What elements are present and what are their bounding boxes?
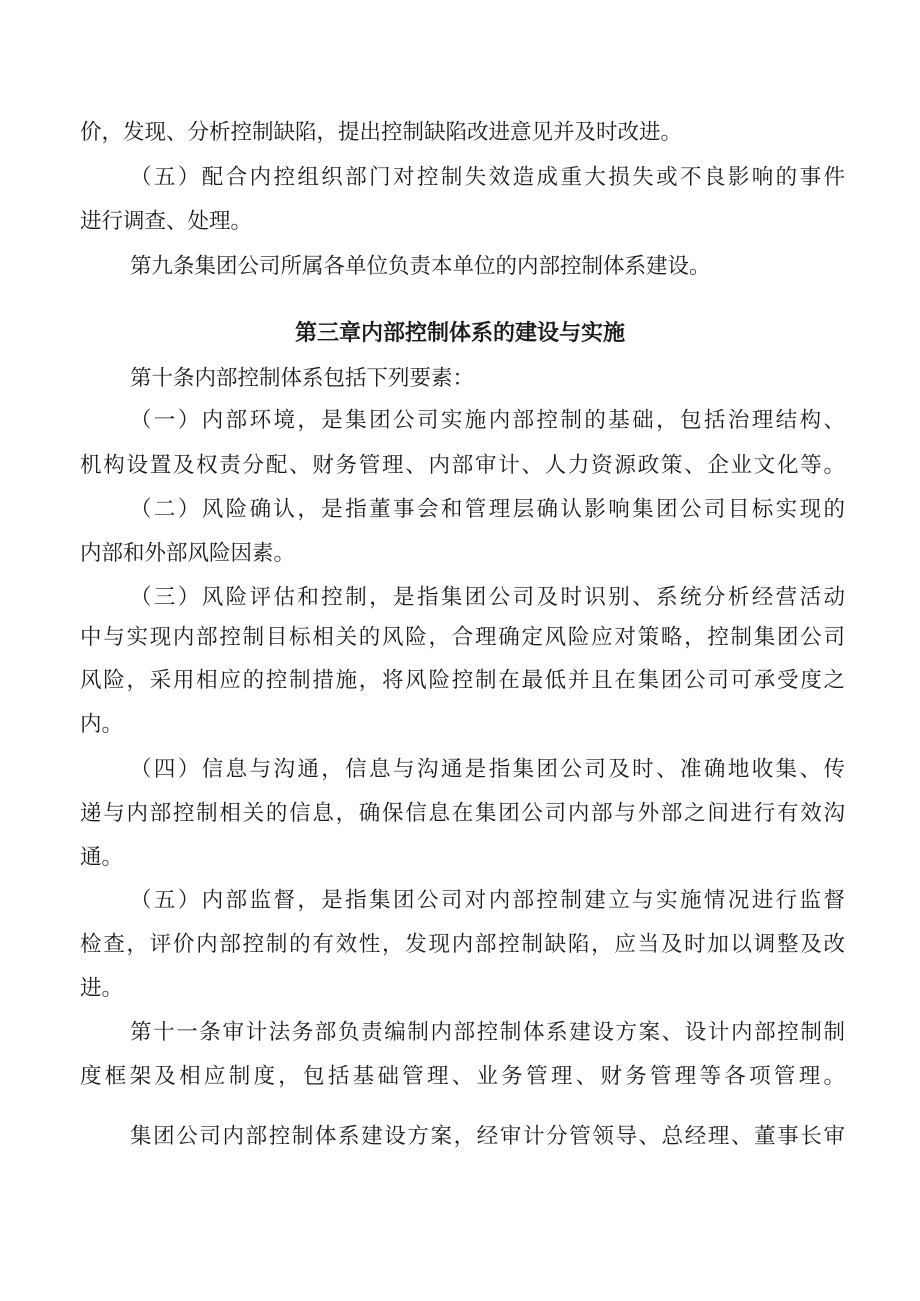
paragraph-line: （五）内部监督，是指集团公司对内部控制建立与实施情况进行监督 [130, 888, 845, 913]
paragraph-line: （二）风险确认，是指董事会和管理层确认影响集团公司目标实现的 [130, 497, 845, 522]
paragraph-line: 进行调查、处理。 [80, 209, 253, 234]
paragraph-line: 中与实现内部控制目标相关的风险，合理确定风险应对策略，控制集团公司 [80, 625, 845, 650]
paragraph-line: 递与内部控制相关的信息，确保信息在集团公司内部与外部之间进行有效沟 [80, 801, 845, 826]
paragraph-line: 第十条内部控制体系包括下列要素： [130, 366, 475, 391]
paragraph-line: 检查，评价内部控制的有效性，发现内部控制缺陷，应当及时加以调整及改 [80, 932, 845, 957]
paragraph-line: 风险，采用相应的控制措施，将风险控制在最低并且在集团公司可承受度之 [80, 668, 845, 693]
paragraph-line: 第十一条审计法务部负责编制内部控制体系建设方案、设计内部控制制 [130, 1020, 845, 1045]
paragraph-line: （四）信息与沟通，信息与沟通是指集团公司及时、准确地收集、传 [130, 757, 845, 782]
paragraph-line: 集团公司内部控制体系建设方案，经审计分管领导、总经理、董事长审 [130, 1124, 845, 1149]
paragraph-line: 价，发现、分析控制缺陷，提出控制缺陷改进意见并及时改进。 [80, 120, 683, 145]
chapter-heading: 第三章内部控制体系的建设与实施 [294, 321, 625, 346]
paragraph-line: 通。 [80, 845, 124, 870]
paragraph-line: 内部和外部风险因素。 [80, 541, 296, 566]
paragraph-line: 度框架及相应制度，包括基础管理、业务管理、财务管理等各项管理。 [80, 1064, 845, 1089]
paragraph-line: 机构设置及权责分配、财务管理、内部审计、人力资源政策、企业文化等。 [80, 453, 845, 478]
paragraph-line: 进。 [80, 976, 124, 1001]
paragraph-line: （三）风险评估和控制，是指集团公司及时识别、系统分析经营活动 [130, 585, 845, 610]
paragraph-line: 第九条集团公司所属各单位负责本单位的内部控制体系建设。 [130, 254, 711, 279]
paragraph-line: （一）内部环境，是集团公司实施内部控制的基础，包括治理结构、 [130, 408, 845, 433]
paragraph-line: （五）配合内控组织部门对控制失效造成重大损失或不良影响的事件 [130, 165, 845, 190]
paragraph-line: 内。 [80, 712, 124, 737]
